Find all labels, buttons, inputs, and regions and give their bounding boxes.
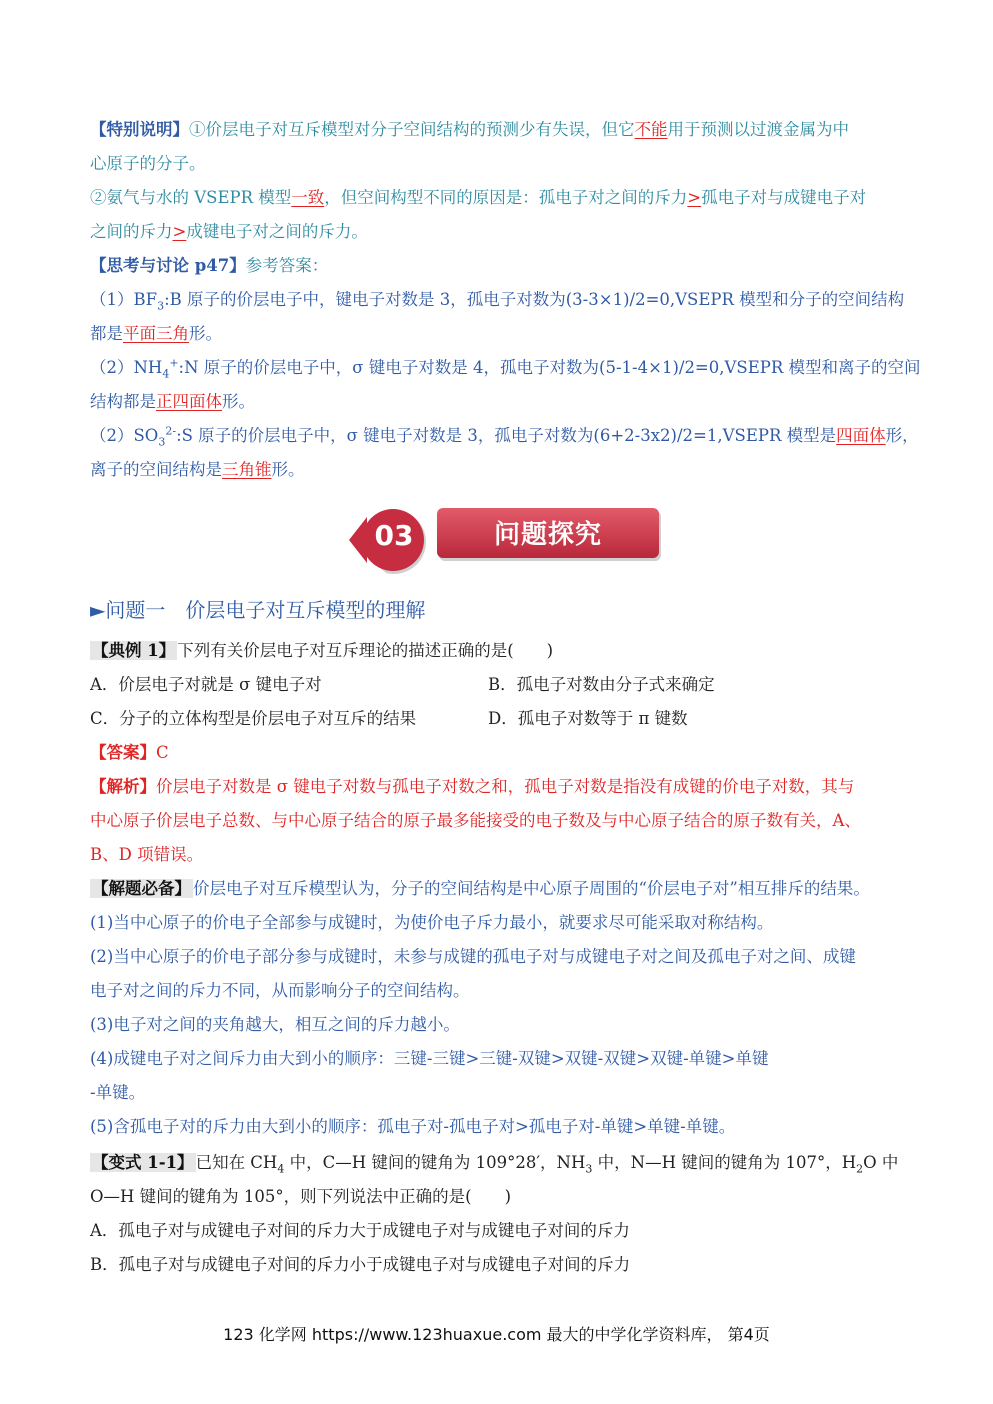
analysis-text: 价层电子对数是 σ 键电子对数与孤电子对数之和，孤电子对数是指没有成键的价电子对数，其与: [156, 777, 855, 796]
special-note-emphasis: >: [687, 188, 702, 207]
answer-line: [90, 740, 169, 766]
answer-text: 形。: [271, 460, 305, 479]
subscript: 2: [856, 1162, 864, 1176]
variant-text: 中，N—H 键间的键角为 107°，H: [592, 1153, 857, 1172]
answer-text: 离子的空间结构是: [90, 460, 222, 479]
answer-emphasis: 三角锥: [222, 460, 272, 479]
think-heading: [90, 253, 328, 279]
variant-stem-line-1: [90, 1150, 898, 1176]
answer-text: （1）BF: [90, 290, 158, 309]
essentials-point-5: (5)含孤电子对的斥力由大到小的顺序：孤电子对-孤电子对>孤电子对-单键>单键-单键。: [90, 1117, 736, 1136]
example-stem-text: 下列有关价层电子对互斥理论的描述正确的是( ): [177, 641, 554, 660]
option-a: A．价层电子对就是 σ 键电子对: [90, 675, 322, 694]
think-answer-1-line-2: [90, 321, 222, 347]
think-answer-3-line-1: [90, 423, 919, 449]
think-tag-rest: 参考答案：: [245, 256, 329, 275]
answer-text: （2）NH: [90, 358, 163, 377]
analysis-tag: 【解析】: [90, 777, 156, 796]
essentials-point-4-line-2: -单键。: [90, 1083, 146, 1102]
special-note-emphasis: 不能: [634, 120, 668, 139]
special-note-text: 成键电子对之间的斥力。: [186, 222, 368, 241]
subscript: 3: [157, 299, 165, 313]
option-b: B．孤电子对数由分子式来确定: [488, 675, 715, 694]
answer-tag: 【答案】: [90, 743, 156, 762]
variant-option-b: B．孤电子对与成键电子对间的斥力小于成键电子对与成键电子对间的斥力: [90, 1255, 631, 1274]
special-note-line-4: [90, 219, 368, 245]
analysis-line-2: 中心原子价层电子总数、与中心原子结合的原子最多能接受的电子数及与中心原子结合的原子数有关，A、: [90, 811, 861, 830]
think-answer-2-line-1: [90, 355, 921, 381]
superscript: +: [169, 356, 179, 370]
answer-emphasis: 四面体: [836, 426, 886, 445]
think-answer-2-line-2: [90, 389, 255, 415]
example-1-stem: [90, 638, 553, 664]
superscript: 2-: [165, 424, 177, 438]
section-banner: [345, 505, 665, 575]
special-note-line-1: [90, 117, 849, 143]
essentials-point-2-line-1: (2)当中心原子的价电子部分参与成键时，未参与成键的孤电子对与成键电子对之间及孤电子对之间、成键: [90, 947, 856, 966]
section-number: 03: [374, 519, 414, 552]
special-note-text: ，但空间构型不同的原因是：孤电子对之间的斥力: [324, 188, 688, 207]
special-note-text: 孤电子对与成键电子对: [701, 188, 867, 207]
special-note-text: ①价层电子对互斥模型对分子空间结构的预测少有失误，但它: [189, 120, 635, 139]
subscript: 3: [158, 435, 166, 449]
answer-text: :N 原子的价层电子中，σ 键电子对数是 4，孤电子对数为(5-1-4×1)/2=0,VSEPR 模型和离子的空间: [178, 358, 921, 377]
special-note-emphasis: >: [172, 222, 187, 241]
essentials-intro: [90, 876, 870, 902]
essentials-point-2-line-2: 电子对之间的斥力不同，从而影响分子的空间结构。: [90, 981, 470, 1000]
special-note-text: 之间的斥力: [90, 222, 173, 241]
think-answer-1-line-1: [90, 287, 904, 313]
special-note-text: ②氨气与水的 VSEPR 模型: [90, 188, 292, 207]
analysis-line-1: [90, 774, 854, 800]
answer-text: 形，: [885, 426, 919, 445]
answer-emphasis: 正四面体: [156, 392, 222, 411]
answer-text: 形。: [189, 324, 222, 343]
special-note-tag: 【特别说明】: [90, 120, 189, 139]
answer-value: C: [156, 743, 169, 762]
essentials-point-1: (1)当中心原子的价电子全部参与成键时，为使价电子斥力最小，就要求尽可能采取对称结构。: [90, 913, 774, 932]
variant-text: 已知在 CH: [195, 1153, 278, 1172]
subscript: 3: [585, 1162, 593, 1176]
page-footer: 123 化学网 https://www.123huaxue.com 最大的中学化学资料库， 第4页: [223, 1325, 770, 1344]
special-note-line-3: [90, 185, 866, 211]
think-tag: 【思考与讨论 p47】: [90, 256, 246, 275]
essentials-tag: 【解题必备】: [92, 879, 191, 898]
special-note-text: 用于预测以过渡金属为中: [667, 120, 849, 139]
variant-text: 中，C—H 键间的键角为 109°28′，NH: [284, 1153, 586, 1172]
essentials-intro-text: 价层电子对互斥模型认为，分子的空间结构是中心原子周围的“价层电子对”相互排斥的结果。: [193, 879, 870, 898]
question-heading: ►问题一 价层电子对互斥模型的理解: [90, 598, 426, 622]
answer-text: 形。: [222, 392, 255, 411]
variant-option-a: A．孤电子对与成键电子对间的斥力大于成键电子对与成键电子对间的斥力: [90, 1221, 630, 1240]
answer-text: 都是: [90, 324, 123, 343]
answer-text: （2）SO: [90, 426, 159, 445]
subscript: 4: [162, 367, 170, 381]
answer-text: :S 原子的价层电子中，σ 键电子对数是 3，孤电子对数为(6+2-3x2)/2=1,VSEPR 模型是: [176, 426, 837, 445]
essentials-point-3: (3)电子对之间的夹角越大，相互之间的斥力越小。: [90, 1015, 460, 1034]
subscript: 4: [277, 1162, 285, 1176]
variant-stem-line-2: O—H 键间的键角为 105°，则下列说法中正确的是( ): [90, 1187, 512, 1206]
special-note-emphasis: 一致: [291, 188, 325, 207]
analysis-line-3: B、D 项错误。: [90, 845, 204, 864]
think-answer-3-line-2: [90, 457, 305, 483]
special-note-line-2: 心原子的分子。: [90, 154, 206, 173]
option-d: D．孤电子对数等于 π 键数: [488, 709, 688, 728]
answer-text: :B 原子的价层电子中，键电子对数是 3，孤电子对数为(3-3×1)/2=0,VSEPR 模型和分子的空间结构: [164, 290, 905, 309]
variant-text: O 中: [863, 1153, 899, 1172]
essentials-point-4-line-1: (4)成键电子对之间斥力由大到小的顺序：三键-三键>三键-双键>双键-双键>双键-单键>单键: [90, 1049, 769, 1068]
example-tag: 【典例 1】: [92, 641, 176, 660]
section-title: 问题探究: [493, 520, 602, 550]
variant-tag: 【变式 1-1】: [92, 1153, 194, 1172]
option-c: C．分子的立体构型是价层电子对互斥的结果: [90, 709, 417, 728]
answer-emphasis: 平面三角: [123, 324, 189, 343]
answer-text: 结构都是: [90, 392, 156, 411]
